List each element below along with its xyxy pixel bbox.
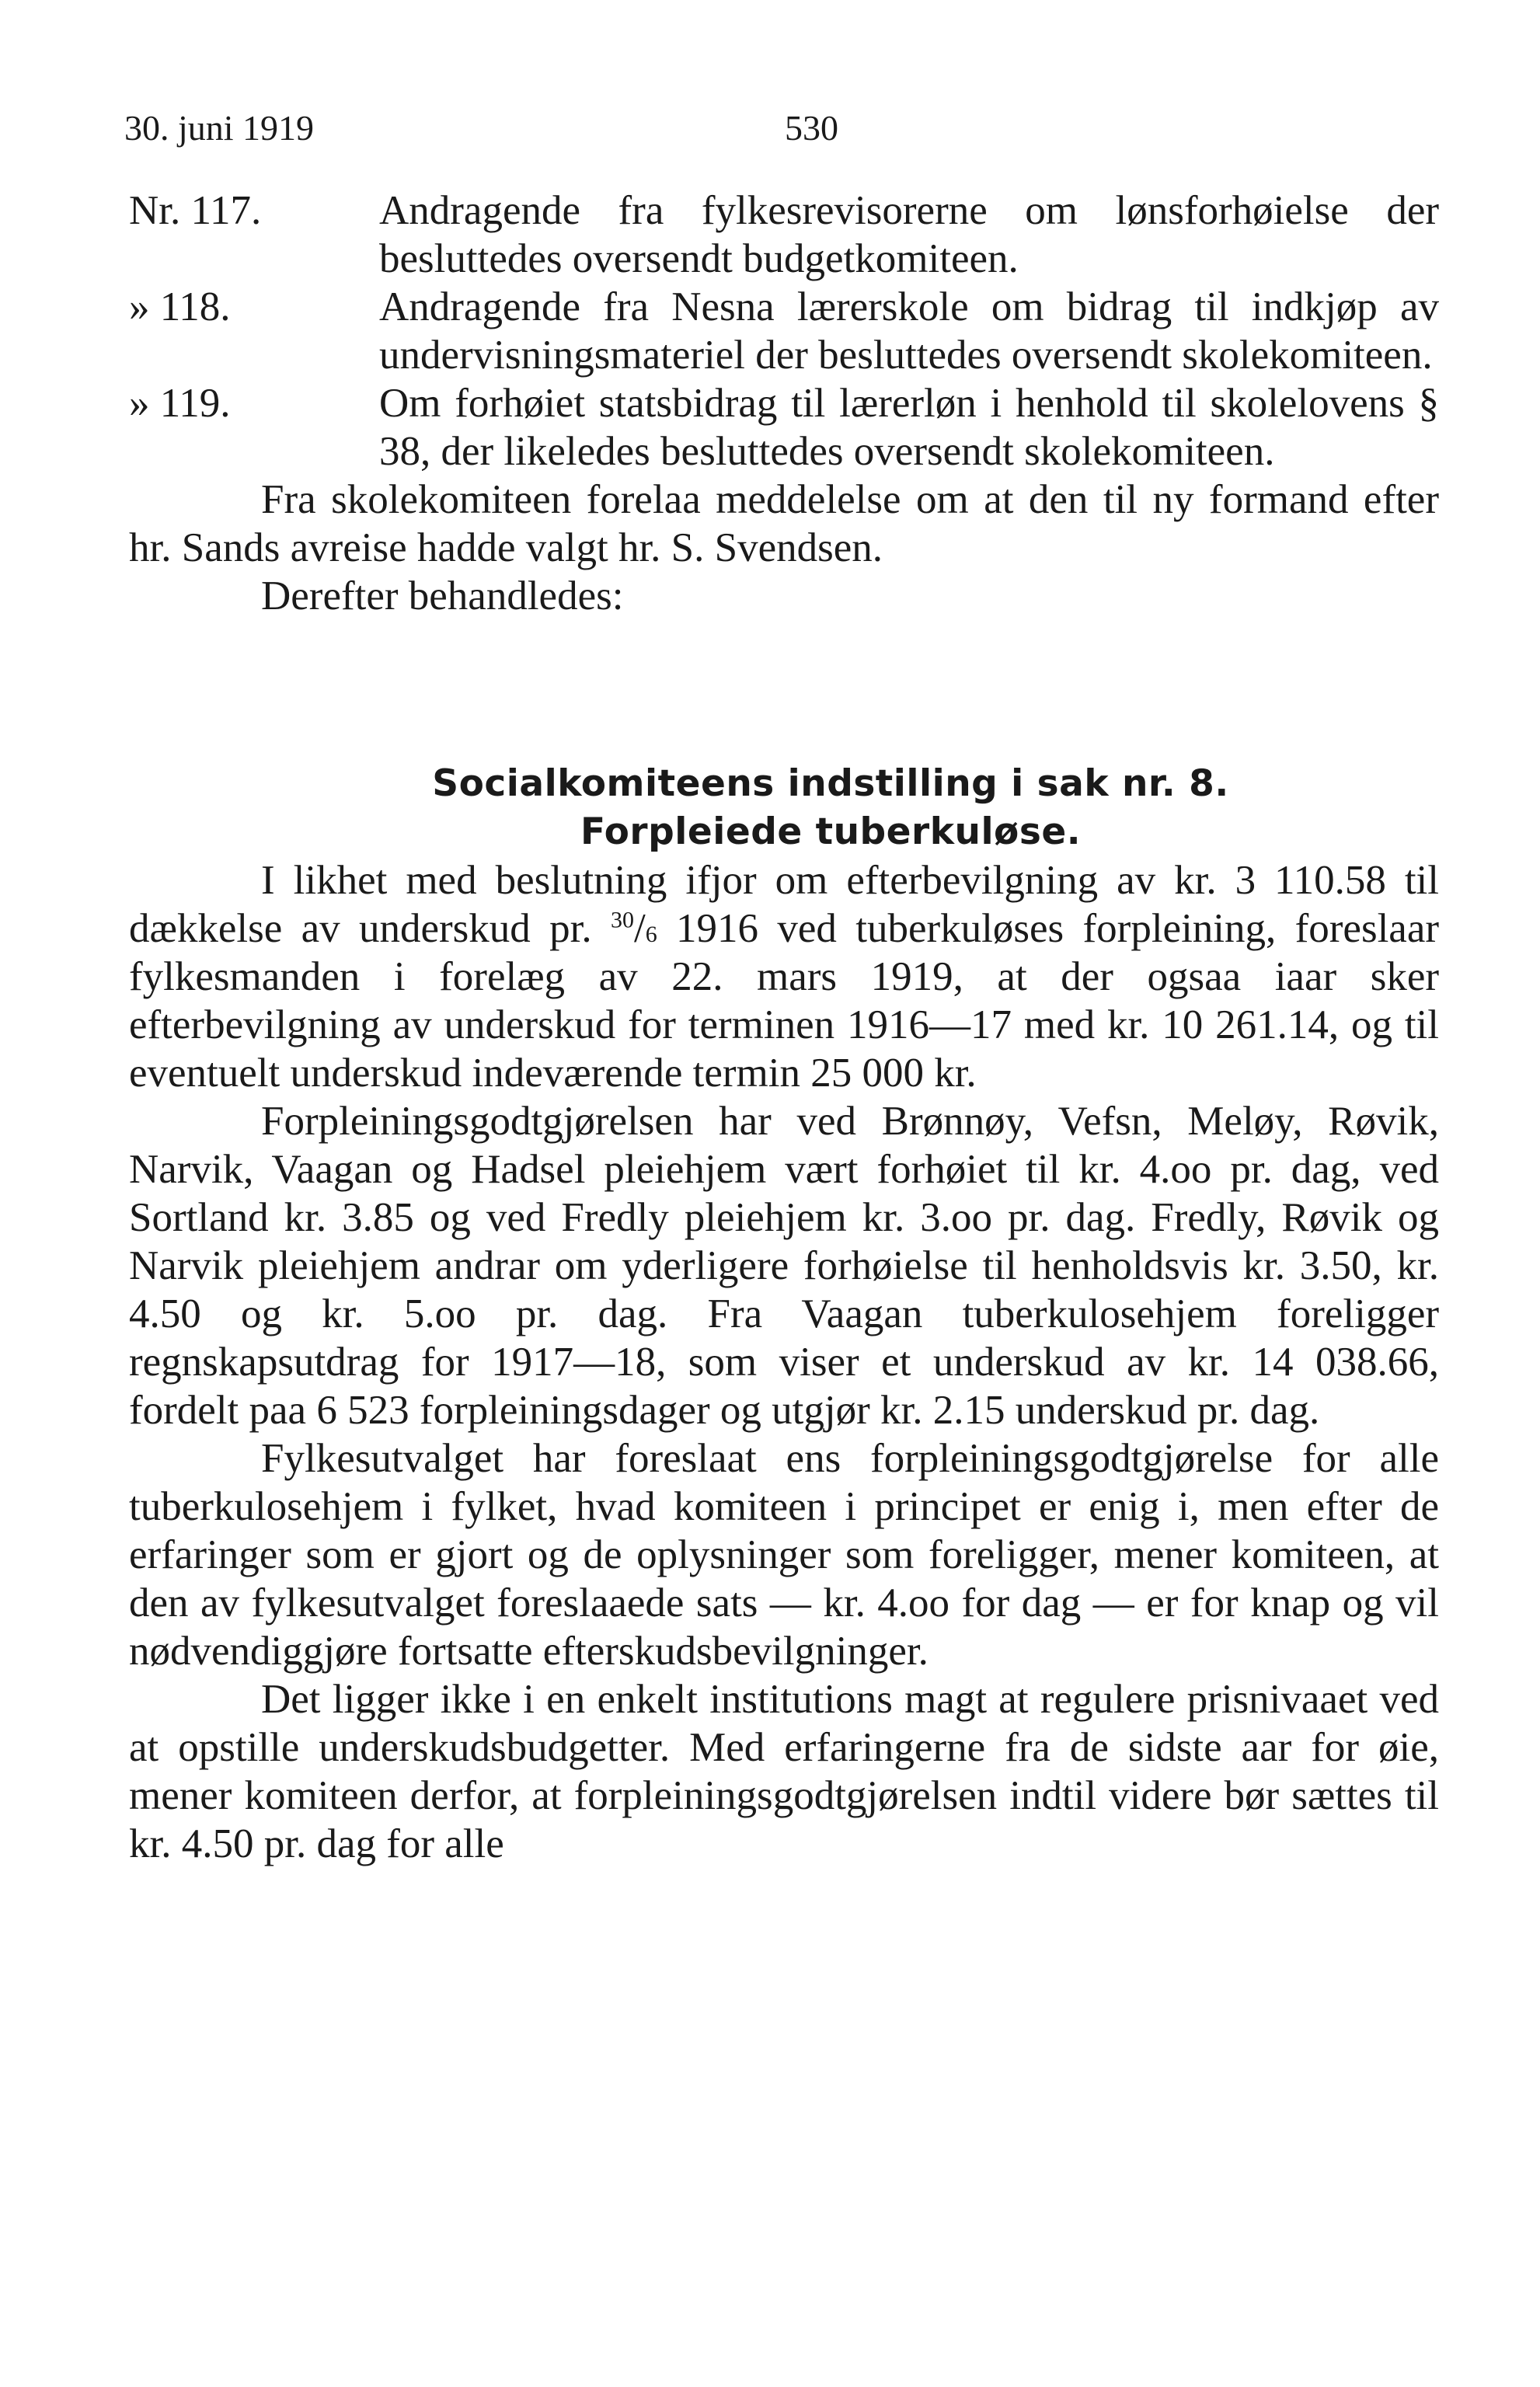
list-item	[129, 379, 1439, 476]
item-text: Andragende fra Nesna lærerskole om bidrag til indkjøp av undervisningsmateriel der besluttedes oversendt skolekomiteen.	[379, 284, 1439, 378]
paragraph: Derefter behandledes:	[261, 573, 624, 619]
fraction-separator: /	[633, 906, 646, 951]
paragraph-text: 1916 ved tuberkuløses forpleining, foreslaar fylkesmanden i forelæg av 22. mars 1919, at der ogsaa iaar sker efterbevilgning av underskud for terminen 1916—17 med kr. 10 261.14, og til eventuelt underskud indeværende termin 25 000 kr.	[129, 906, 1440, 1096]
paragraph: Forpleiningsgodtgjørelsen har ved Brønnøy, Vefsn, Meløy, Røvik, Narvik, Vaagan og Hadsel pleiehjem vært forhøiet til kr. 4.oo pr. dag, ved Sortland kr. 3.85 og ved Fredly pleiehjem kr. 3.oo pr. dag. Fredly, Røvik og Narvik pleiehjem andrar om yderligere forhøielse til henholdsvis kr. 3.50, kr. 4.50 og kr. 5.oo pr. dag. Fra Vaagan tuberkulosehjem foreligger regnskapsutdrag for 1917—18, som viser et underskud av kr. 14 038.66, fordelt paa 6 523 forpleiningsdager og utgjør kr. 2.15 underskud pr. dag.	[129, 1099, 1439, 1433]
paragraph: Det ligger ikke i en enkelt institutions magt at regulere prisnivaaet ved at opstille underskudsbudgetter. Med erfaringerne fra de sidste aar for øie, mener komiteen derfor, at forpleiningsgodtgjørelsen indtil videre bør sættes til kr. 4.50 pr. dag for alle	[129, 1677, 1439, 1866]
item-text: Andragende fra fylkesrevisorerne om lønsforhøielse der besluttedes oversendt budgetkomiteen.	[379, 188, 1439, 281]
running-header	[124, 105, 901, 152]
item-number: Nr. 117.	[129, 188, 262, 233]
paragraph	[129, 856, 1439, 1097]
section-heading: Socialkomiteens indstilling i sak nr. 8.	[432, 762, 1229, 805]
paragraph-text: I likhet med beslutning ifjor om efterbevilgning av kr. 3 110.58 til dækkelse av underskud pr.	[129, 858, 1439, 951]
item-number: » 118.	[129, 284, 231, 329]
fraction-denominator: 6	[645, 922, 657, 947]
item-text: Om forhøiet statsbidrag til lærerløn i henhold til skolelovens § 38, der likeledes besluttedes oversendt skolekomiteen.	[379, 381, 1439, 474]
section-subheading: Forpleiede tuberkuløse.	[580, 810, 1082, 853]
list-item	[129, 283, 1439, 379]
item-number: » 119.	[129, 381, 231, 426]
paragraph: Fylkesutvalget har foreslaat ens forpleiningsgodtgjørelse for alle tuberkulosehjem i fylket, hvad komiteen i principet er enig i, men efter de erfaringer som er gjort og de oplysninger som foreligger, mener komiteen, at den av fylkesutvalget foreslaaede sats — kr. 4.oo for dag — er for knap og vil nødvendiggjøre fortsatte efterskudsbevilgninger.	[129, 1436, 1439, 1674]
paragraph: Fra skolekomiteen forelaa meddelelse om at den til ny formand efter hr. Sands avreise hadde valgt hr. S. Svendsen.	[129, 477, 1439, 570]
header-date: 30. juni 1919	[124, 108, 315, 148]
list-item	[129, 186, 1439, 283]
page-number: 530	[785, 108, 838, 148]
section-gap	[129, 620, 1439, 760]
fraction-numerator: 30	[610, 907, 634, 933]
text-column	[129, 186, 1439, 1868]
